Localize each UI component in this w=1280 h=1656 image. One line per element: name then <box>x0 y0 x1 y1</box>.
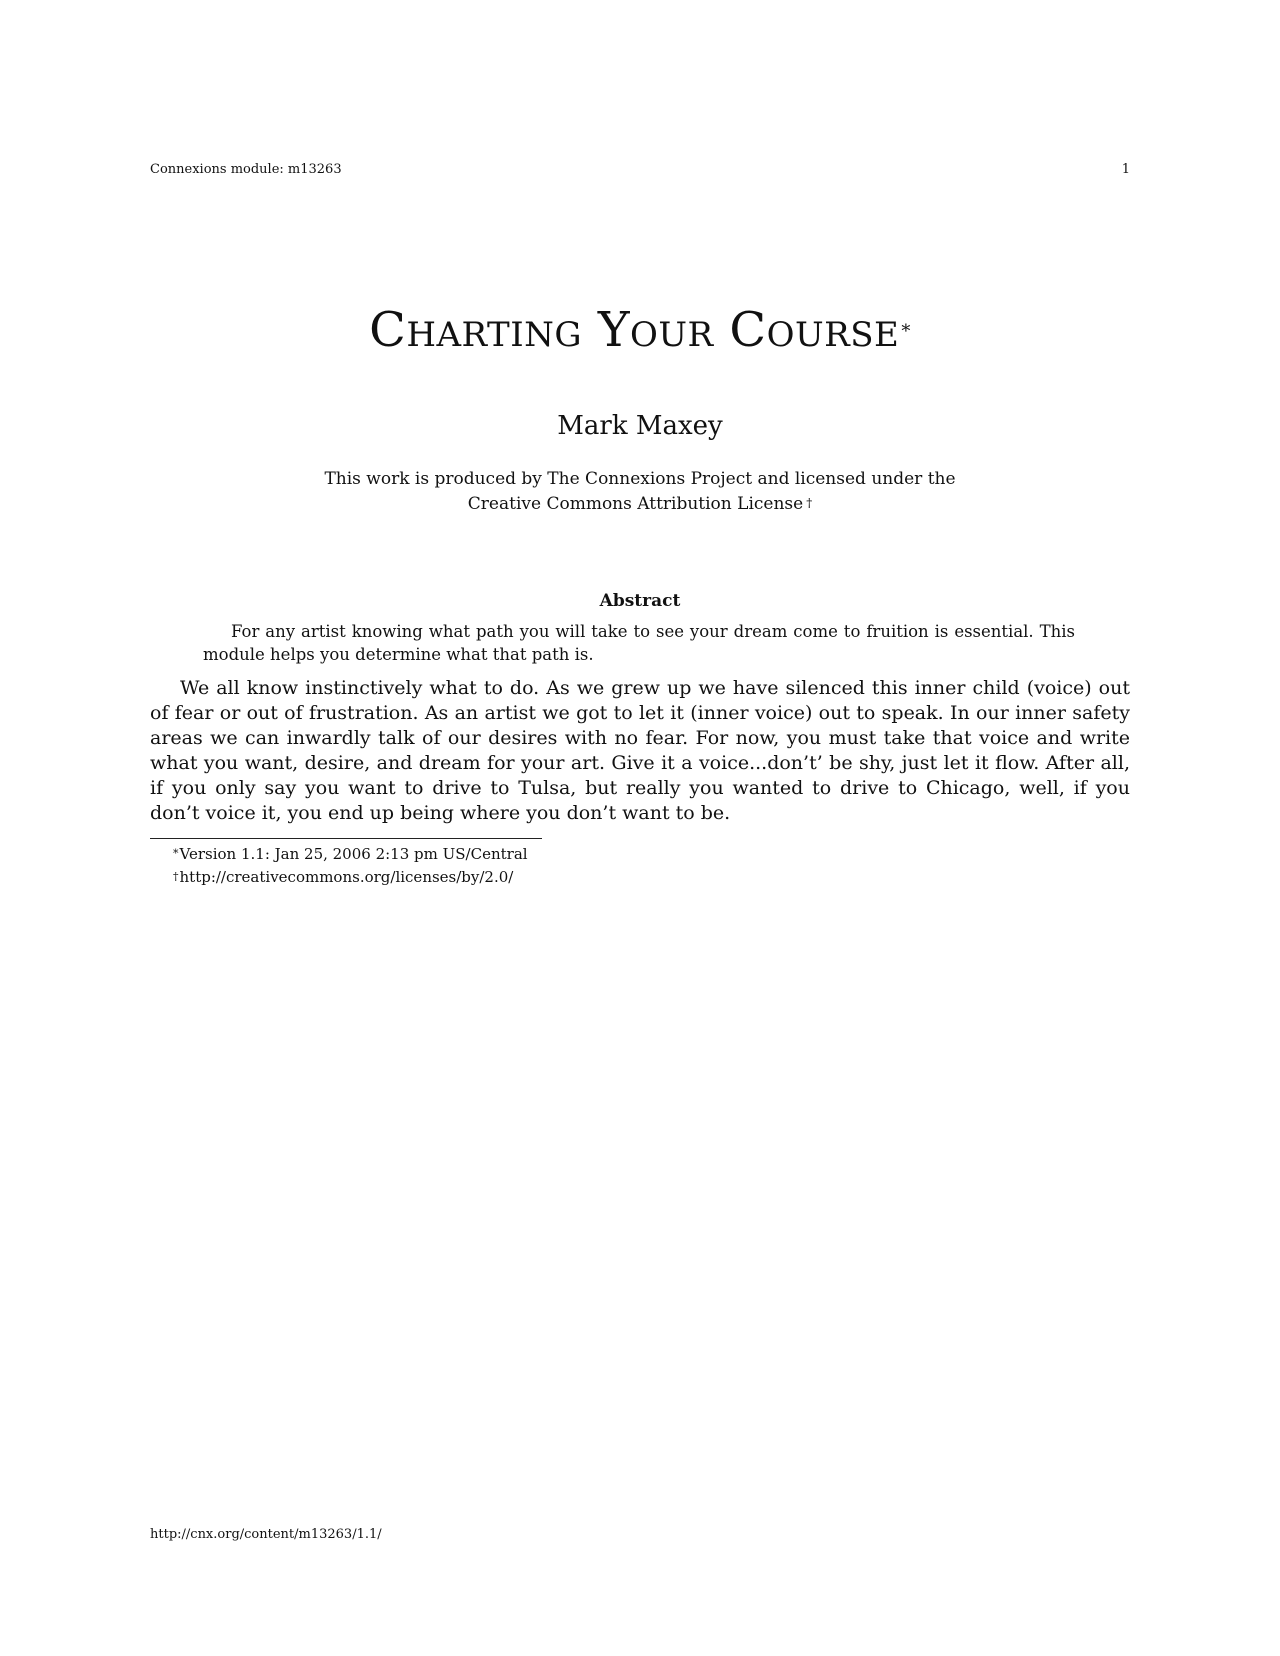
footnote-text: Version 1.1: Jan 25, 2006 2:13 pm US/Central <box>179 845 528 863</box>
license-footnote-mark: † <box>806 496 813 510</box>
body-paragraph <box>150 676 1130 826</box>
footnote-license-url <box>173 866 528 889</box>
page-number: 1 <box>1121 162 1130 177</box>
footnote-mark: † <box>173 870 179 883</box>
title-text: Charting Your Course <box>369 302 900 358</box>
license-name: Creative Commons Attribution License <box>467 494 804 514</box>
author-name: Mark Maxey <box>557 411 723 441</box>
footnote-version <box>173 843 528 866</box>
page-footer-url: http://cnx.org/content/m13263/1.1/ <box>150 1527 382 1542</box>
license-line-1: This work is produced by The Connexions Project and licensed under the <box>324 469 956 489</box>
footnote-divider <box>150 838 542 839</box>
module-identifier: Connexions module: m13263 <box>150 162 342 177</box>
footnote-mark: * <box>173 847 179 860</box>
body-paragraph-text: We all know instinctively what to do. As we grew up we have silenced this inner child (voice) out of fear or out of frustration. As an artist we got to let it (inner voice) out to speak. In our inner safety areas we can inwardly talk of our desires with no fear. For now, you must take that voice and write what you want, desire, and dream for your art. Give it a voice...don’t’ be shy, just let it flow. After all, if you only say you want to drive to Tulsa, but really you wanted to drive to Chicago, well, if you don’t voice it, you end up being where you don’t want to be. <box>150 677 1130 824</box>
footnotes <box>173 843 528 889</box>
license-statement <box>0 467 1280 517</box>
abstract-body <box>203 620 1075 666</box>
abstract-heading: Abstract <box>599 591 681 611</box>
license-line-2 <box>0 492 1280 517</box>
abstract-text: For any artist knowing what path you will take to see your dream come to fruition is essential. This module helps you determine what that path is. <box>203 622 1075 664</box>
footnote-text: http://creativecommons.org/licenses/by/2.0/ <box>179 868 514 886</box>
document-title <box>0 300 1280 360</box>
title-footnote-mark: * <box>901 321 911 342</box>
